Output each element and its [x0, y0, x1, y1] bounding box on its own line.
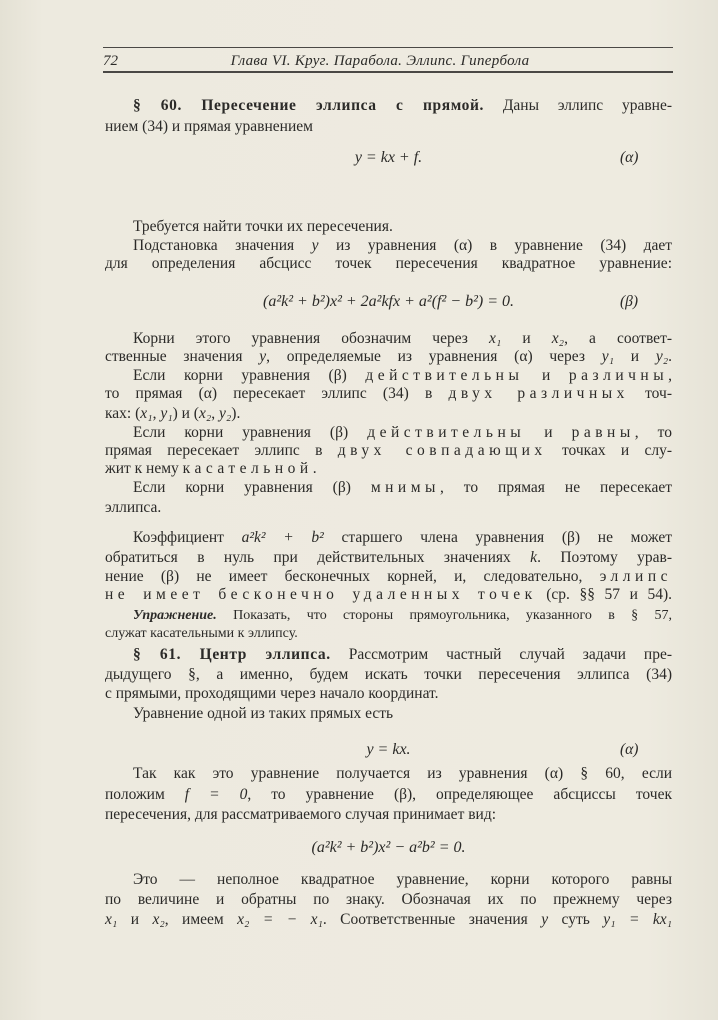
equation-label: (β) — [620, 293, 639, 310]
section-heading: § 60. Пересечение эллипса с прямой. — [133, 97, 485, 114]
spaced-emphasis: двух различных — [448, 385, 629, 402]
text-line — [105, 685, 672, 703]
text-run: . — [312, 460, 317, 477]
text-run: эллипса. — [105, 499, 162, 516]
text-run: и — [501, 330, 552, 347]
text-line — [105, 118, 672, 136]
display-equation: (a²k² + b²)x² + 2a²kfx + a²(f² − b²) = 0. — [263, 293, 514, 310]
text-line — [105, 607, 672, 625]
text-run: из уравнения (α) в уравнение (34) дает — [318, 237, 673, 254]
text-run: Это — неполное квадратное уравнение, корни которого равны — [133, 871, 672, 888]
math-inline: y₂ — [655, 348, 669, 365]
text-line — [105, 330, 672, 348]
text-run: ках: ( — [105, 405, 141, 422]
text-run: , то уравнение (β), определяющее абсциссы точек — [247, 786, 672, 803]
text-line — [105, 666, 672, 684]
text-run: Требуется найти точки их пересечения. — [133, 218, 393, 235]
spaced-emphasis: мнимы — [370, 479, 440, 496]
text-line — [105, 405, 672, 423]
text-line — [105, 549, 672, 567]
text-line — [105, 871, 672, 889]
math-inline: y₁ — [160, 405, 173, 422]
text-run: , определяемые из уравнения (α) через — [266, 348, 602, 365]
text-run: Даны эллипс уравне- — [484, 97, 672, 114]
text-run: с прямыми, проходящими через начало координат. — [105, 685, 439, 702]
text-run: жит к нему — [105, 460, 183, 477]
math-inline: y — [311, 237, 319, 254]
text-run: , а соответ- — [564, 330, 672, 347]
text-line — [105, 479, 672, 497]
header-rule-top — [103, 47, 673, 48]
spaced-emphasis: равны — [571, 424, 635, 441]
text-run: . Соответственные значения — [322, 911, 542, 928]
text-line — [105, 625, 672, 643]
section-heading: § 61. Центр эллипса. — [133, 646, 331, 663]
text-run: Если корни уравнения (β) — [133, 367, 366, 384]
text-run: Подстановка значения — [133, 237, 312, 254]
text-run: по величине и обратны по знаку. Обозначая их по прежнему через — [105, 891, 672, 908]
spaced-emphasis: касательной — [182, 460, 313, 477]
text-line — [105, 586, 672, 604]
text-line — [105, 348, 672, 366]
text-run: точках и слу- — [546, 442, 673, 459]
math-inline: k — [530, 549, 538, 566]
text-line — [105, 499, 672, 517]
text-run: , то прямая не пересекает — [439, 479, 672, 496]
text-run: , имеем — [164, 911, 238, 928]
math-inline: x₁ — [140, 405, 153, 422]
text-run: то прямая (α) пересекает эллипс (34) в — [105, 385, 449, 402]
text-line — [105, 705, 672, 723]
display-equation: (a²k² + b²)x² − a²b² = 0. — [311, 839, 466, 856]
text-line — [105, 568, 672, 586]
math-inline: a²k² + b² — [241, 529, 324, 546]
text-run: Показать, что стороны прямоугольника, указанного в § 57, — [216, 608, 672, 623]
text-run: Корни этого уравнения обозначим через — [133, 330, 489, 347]
text-line — [105, 806, 672, 824]
text-run: положим — [105, 786, 185, 803]
text-run: , — [211, 405, 219, 422]
text-line — [105, 911, 672, 929]
display-equation: y = kx + f. — [354, 149, 423, 166]
text-run: . Поэтому урав- — [537, 549, 672, 566]
math-inline: x₂ = − x₁ — [237, 911, 323, 928]
spaced-emphasis: различны — [568, 367, 669, 384]
text-run: точ- — [628, 385, 672, 402]
header-rule-bottom — [103, 71, 673, 73]
text-run: и — [117, 911, 153, 928]
math-inline: f = 0 — [184, 786, 248, 803]
page-number: 72 — [103, 53, 118, 69]
text-run: Уравнение одной из таких прямых есть — [133, 705, 394, 722]
text-run: пересечения, для рассматриваемого случая принимает вид: — [105, 806, 497, 823]
text-run: ственные значения — [105, 348, 260, 365]
text-line — [105, 255, 672, 273]
text-run: для определения абсцисс точек пересечения квадратное уравнение: — [105, 255, 672, 272]
text-run: и — [525, 424, 572, 441]
text-line — [105, 385, 672, 403]
text-line — [105, 424, 672, 442]
text-run: и — [614, 348, 656, 365]
text-run: старшего члена уравнения (β) не может — [323, 529, 672, 546]
text-line — [105, 237, 672, 255]
math-inline: x₂ — [551, 330, 565, 347]
text-run: ). — [231, 405, 241, 422]
text-run: (ср. §§ 57 и 54). — [536, 586, 672, 603]
text-line — [105, 460, 672, 478]
equation-label: (α) — [620, 149, 639, 166]
text-line — [105, 218, 672, 236]
math-inline: x₁ — [489, 330, 502, 347]
text-run: дыдущего §, а именно, будем искать точки пересечения эллипса (34) — [105, 666, 672, 683]
spaced-emphasis: действительны — [365, 367, 524, 384]
text-run: ) и ( — [172, 405, 199, 422]
text-line — [105, 891, 672, 909]
text-run: Если корни уравнения (β) — [133, 424, 368, 441]
math-inline: y₁ — [601, 348, 615, 365]
text-run: Так как это уравнение получается из уравнения (α) § 60, если — [133, 765, 672, 782]
text-line — [105, 367, 672, 385]
text-run: , — [668, 367, 672, 384]
math-inline: x₁ — [105, 911, 118, 928]
math-inline: x₂ — [152, 911, 165, 928]
text-run: Если корни уравнения (β) — [133, 479, 371, 496]
math-inline: y₁ = kx₁ — [603, 911, 672, 928]
text-run: , то — [634, 424, 673, 441]
equation-label: (α) — [620, 741, 639, 758]
math-inline: x₂ — [198, 405, 212, 422]
math-inline: y — [259, 348, 267, 365]
text-line — [105, 97, 672, 115]
text-run: Коэффициент — [133, 529, 242, 546]
exercise-label: Упражнение. — [133, 608, 217, 623]
text-line — [105, 442, 672, 460]
spaced-emphasis: не имеет бесконечно удаленных точек — [105, 586, 537, 603]
text-run: служат касательными к эллипсу. — [105, 626, 298, 641]
text-run: . — [668, 348, 673, 365]
math-inline: y — [541, 911, 549, 928]
text-run: Рассмотрим частный случай задачи пре- — [330, 646, 673, 663]
spaced-emphasis: действительны — [367, 424, 526, 441]
text-run: суть — [548, 911, 604, 928]
text-run: нием (34) и прямая уравнением — [105, 118, 313, 135]
text-run: прямая пересекает эллипс в — [105, 442, 338, 459]
text-line — [105, 529, 672, 547]
running-header-title: Глава VI. Круг. Парабола. Эллипс. Гипербола — [230, 53, 530, 69]
math-inline: y₂ — [219, 405, 232, 422]
text-line — [105, 786, 672, 804]
text-line — [105, 765, 672, 783]
text-run: обратиться в нуль при действительных значениях — [105, 549, 531, 566]
spaced-emphasis: двух совпадающих — [337, 442, 547, 459]
display-equation: y = kx. — [366, 741, 411, 758]
text-run: и — [523, 367, 569, 384]
text-run: нение (β) не имеет бесконечных корней, и, следовательно, — [105, 568, 600, 585]
spaced-emphasis: эллипс — [599, 568, 672, 585]
text-line — [105, 646, 672, 664]
text-run: , — [152, 405, 161, 422]
